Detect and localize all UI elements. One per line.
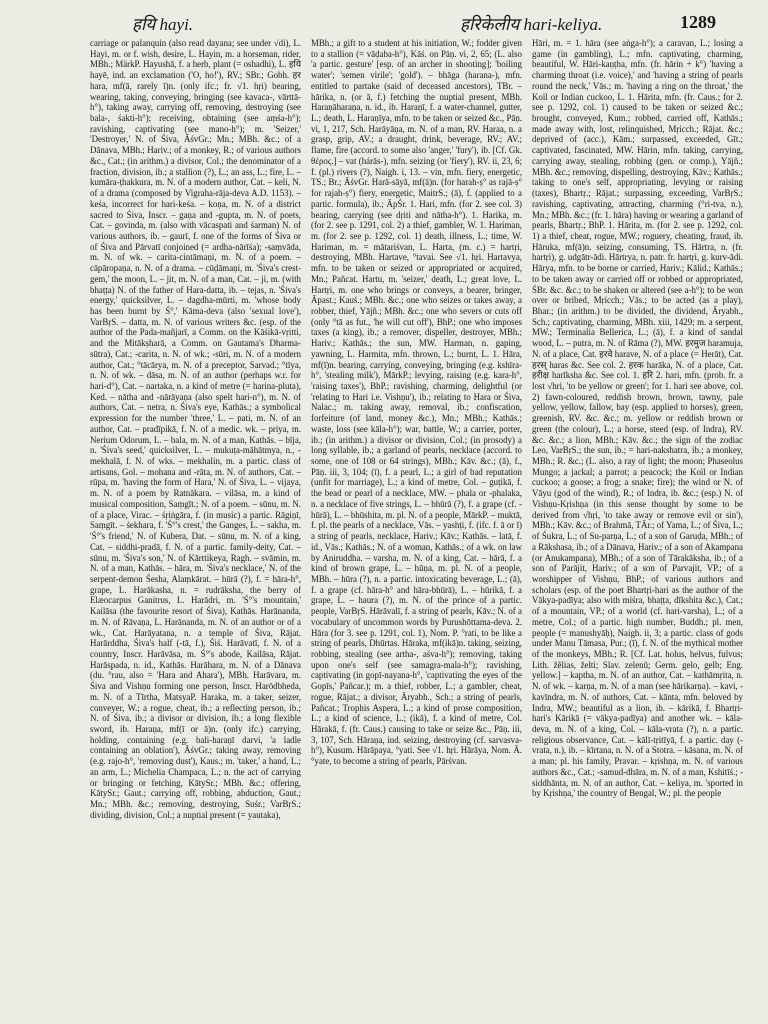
column-1 xyxy=(90,38,301,1020)
page-header xyxy=(92,12,716,36)
text-columns xyxy=(90,38,744,1020)
column-2 xyxy=(311,38,522,1020)
page-number: 1289 xyxy=(680,12,716,32)
column-3-text: Hāri, m. = 1. hāra (see aṅga-h°); a caravan, L.; losing a game (in gambling), L.; mfn. captivating, charming, beautiful, W. Hāri-kaṇṭha, mfn. (fr. hārin + k°) 'having a charming throat (i.e. voice),' and 'having a string of pearls round the neck,' Vās.; m. 'having a ring on the throat,' the Koïl or Indian cuckoo, L. 1. Hārita, mfn. (fr. Caus.; for 2. see p. 1292, col. 1) caused to be taken or seized &c.; brought, conveyed, Kum.; robbed, carried off, Kathās.; made away with, lost, relinquished, Mṛicch.; Rājat. &c.; deprived of (acc.), Kām.; surpassed, exceeded, Gīt.; captivated, fascinated, MW. Hārin, mfn. taking, carrying, carrying away, stealing, robbing (gen. or comp.), Yājñ.; MBh. &c.; removing, dispelling, destroying, Kāv.; Kathās.; taking to one's self, appropriating, levying or raising (taxes), Bhartṛ.; Rājat.; surpassing, exceeding, VarBṛS.; ravishing, captivating, attracting, charming (°ri-tva, n.), Mn.; MBh. &c.; (fr. 1. hāra) having or wearing a garland of pearls, Bhartṛ.; BhP. 1. Hārita, m. (for 2. see p. 1292, col. 1) a thief, cheat, rogue, MW.; roguery, cheating, fraud, ib. Hāruka, mf(ā)n. seizing, consuming, TS. Hārtra, n. (fr. hartṛi), g. udgātr-ādi. Hārtrya, n. patr. fr. hartṛi, g. kurv-ādi. Hārya, mfn. to be borne or carried, Hariv.; Kālid.; Kathās.; to be taken away or carried off or robbed or appropriated, ŚBr. &c. &c.; to be shaken or altered (see a-h°); to be won over or bribed, Mṛicch.; Vās.; to be acted (as a play), Bhar.; (in arithm.) to be divided, the dividend, Āryabh., Sch.; captivating, charming, MBh. xiii, 1429; m. a serpent, MW.; Terminalia Bellerica, L.; (ā), f. a kind of sandal wood, L. – putra, m. N. of Rāma (?), MW. हरमुज haramuja, N. of a place, Cat. हरवे harave, N. of a place (= Herāt), Cat. हरस् haras &c. See col. 2. हरक harāka, N. of a place, Cat. हरीक्ष harīksha &c. See col. 1. हरि 2. hari, mfn. (prob. fr. a lost √hri, 'to be yellow or green'; for 1. hari see above, col. 2) fawn-coloured, reddish brown, brown, tawny, pale yellow, yellow, fallow, bay (esp. applied to horses), green, greenish, RV. &c. &c.; m. yellow or reddish brown or green (the colour), L.; a horse, steed (esp. of Indra), RV. &c. &c.; a lion, MBh.; Kāv. &c.; the sign of the zodiac Leo, VarBṛS.; the sun, ib.; = hari-nakshatra, ib.; a monkey, MBh.; R. &c.; (L. also, a ray of light; the moon; Phaseolus Mungo; a jackal; a parrot; a peacock; the Koïl or Indian cuckoo; a goose; a frog; a snake; fire); the wind or N. of Vāyu (god of the wind), R.; of Indra, ib. &c.; (esp.) N. of Vishṇu-Kṛishṇa (in this sense thought by some to be derived from √hṛi, 'to take away or remove evil or sin'), MBh.; Kāv. &c.; of Brahmā, TĀr.; of Yama, L.; of Śiva, L.; of Śukra, L.; of Su-parṇa, L.; of a son of Garuḍa, MBh.; of a Rākshasa, ib.; of a Dānava, Hariv.; of a son of Akampana (or Anukampana), MBh.; of a son of Tārakāksha, ib.; of a son of Parājit, Hariv.; of a son of Parvajit, VP.; of a worshipper of Vishṇu, BhP.; of various authors and scholars (esp. of the poet Bhartṛi-hari as the author of the Vākya-padīya; also with miśra, bhaṭṭa, dīkshita &c.), Cat.; of a mountain, VP.; of a world (cf. hari-varsha), L.; of a metre, Col.; of a partic. high number, Buddh.; pl. men, people (= manushyāḥ), Naigh. ii, 3; a partic. class of gods under Manu Tāmasa, Pur.; (ī), f. N. of the mythical mother of the monkeys, MBh.; R. [Cf. Lat. holus, helvus, fulvus; Lith. žẽlias, želti; Slav. zelenŭ; Germ. gelo, gelb; Eng. yellow.] – kaptha, m. N. of an author, Cat. – kathāmṛita, n. N. of wk. – karṇa, m. N. of a man (see hārikarṇa). – kavi, -kavīndra, m. N. of authors, Cat. – kānta, mfn. beloved by Indra, MW.; beautiful as a lion, ib. – kārikā, f. Bhartṛi-hari's Kārikā (= vākya-padīya) and another wk. – kāla-deva, m. N. of a king, Col. – kāla-vrata (?), n. a partic. religious observance, Cat. – kālī-tṛitīyā, f. a partic. day (-vrata, n.), ib. – kīrtana, n. N. of a Stotra. – kāsana, m. N. of a man; pl. his family, Pravar. – kṛishṇa, m. N. of various authors &c., Cat.; -samud-dhāra, m. N. of a man, Kshitīś.; -siddhānta, m. N. of an author, Cat. – keliya, m. 'sported in by Kṛishṇa,' the country of Bengal, W.; pl. the people xyxy=(532,38,743,799)
header-left-headword: हयि hayi. xyxy=(132,15,194,34)
column-2-text: MBh.; a gift to a student at his initiation, W.; fodder given to a stallion (= vāḍaba-h°), Kāś. on Pāṇ. vi, 2, 65; (L. also 'a partic. gesture' [esp. of an archer in shooting]; 'boiling water'; 'semen virile'; 'gold'). – bhāga (harana-), mfn. entitled to partake (said of deceased ancestors), TBr. – hārika, n. (or ā, f.) fetching the nuptial present, MBh. Haraṇāharaṇa, n. id., ib. Haraṇī, f. a water-channel, gutter, L.; death, L. Haraṇīya, mfn. to be taken or seized &c., Pāṇ. vi, 1, 217, Sch. Harāyāṇa, m. N. of a man, RV. Haraa, n. a grasp, grip, AV.; a draught, drink, beverage, RV.; AV.; flame, fire (accord. to some also 'anger,' 'fury'), ib. [Cf. Gk. θέρος.] – vat (hárās-), mfn. seizing (or 'fiery'), RV. ii, 23, 6; f. (pl.) rivers (?), Naigh. i, 13. – vin, mfn. fiery, energetic, TS.; Br.; ĀśvGr. Harā-sāyā, mf(ā)n. (for harah-ṣ° as rajā-ṣ° for rajah-ṣ°) fiery, energetic, MaitrS.; (ā), f. (applied to a partic. formula), ib.; ĀpŚr. 1. Hari, mfn. (for 2. see col. 3) bearing, carrying (see dṛiti and nātha-h°). 1. Harika, m. (for 2. see p. 1291, col. 2) a thief, gambler, W. 1. Hariman, m. (for 2. see p. 1292, col. 1) death, illness, L.; time, W. Hariman, m. = mātariśvan, L. Harta, (m. c.) = hartṛi, destroying, MBh. Hartave, °tavai. See √1. hṛi. Hartavya, mfn. to be taken or seized or appropriated or acquired, Mn.; Pañcat. Hartu, m. 'seizer,' death, L.; great love, L. Hartṛi, m. one who brings or conveys, a bearer, bringer, Āpast.; Kauś.; MBh. &c.; one who seizes or takes away, a robber, thief, Yājñ.; MBh. &c.; one who severs or cuts off (only °tā as fut., 'he will cut off'), BhP.; one who imposes taxes (a king), ib.; a remover, dispeller, destroyer, MBh.; Hariv.; Kathās.; the sun, MW. Harman, n. gaping, yawning, L. Harmita, mfn. thrown, L.; burnt, L. 1. Hāra, mf(ī)n. bearing, carrying, conveying, bringing (e.g. kshīra-h°, 'stealing milk'), MārkP.; levying, raising (e.g. kara-h°, 'raising taxes'), BhP.; ravishing, charming, delightful (or 'relating to Hari i.e. Vishṇu'), ib.; relating to Hara or Śiva, Nalac.; m. taking away, removal, ib.; confiscation, forfeiture (of land, money &c.), Mn.; MBh.; Kathās.; waste, loss (see kāla-h°); war, battle, W.; a carrier, porter, ib.; (in arithm.) a divisor or division, Col.; (in prosody) a long syllable, ib.; a garland of pearls, necklace (accord. to some, one of 108 or 64 strings), MBh.; Kāv. &c.; (ā), f., Pāṇ. iii, 3, 104; (ī), f. a pearl, L.; a girl of bad reputation (unfit for marriage), L.; a kind of metre, Col. – guṭikā, f. the bead or pearl of a necklace, MW. – phala or -phalaka, n. a necklace of five strings, L. – bhūrā (?), f. a grape (cf. -hūrā), L. – bhūshita, m. pl. N. of a people, MārkP. – muktā, f. pl. the pearls of a necklace, Vās. – yashṭi, f. (ifc. f. ā or ī) a string of pearls, necklace, Hariv.; Kāv.; Kathās. – latā, f. id., Vās.; Kathās.; N. of a woman, Kathās.; of a wk. on law by Aniruddha. – varsha, m. N. of a king, Cat. – hārā, f. a kind of brown grape, L. – hūṇa, m. pl. N. of a people, MBh. – hūra (?), n. a partic. intoxicating beverage, L.; (ā), f. a grape (cf. hāra-h° and hāra-bhūrā), L. – hūrikā, f. a grape, L. – haura (?), m. N. of the prince of a partic. people, VarBṛS. Hārāvalī, f. a string of pearls, Kāv.; N. of a vocabulary of uncommon words by Purushōttama-deva. 2. Hāra (for 3. see p. 1291, col. 1), Nom. P. °rati, to be like a string of pearls, Dhūrtas. Hāraka, mf(ikā)n. taking, seizing, robbing, stealing (see artha-, aśva-h°); removing, taking upon one's self (see samagra-mala-h°); ravishing, captivating (in gopī-nayana-h°, 'captivating the eyes of the Gopīs,' Pañcar.); m. a thief, robber, L.; a gambler, cheat, rogue, Rājat.; a divisor, Āryabh., Sch.; a string of pearls, Pañcat.; Trophis Aspera, L.; a kind of prose composition, L.; a kind of science, L.; (ikā), f. a kind of metre, Col. Hārakā, f. (fr. Caus.) causing to take or seize &c., Pāṇ. iii, 3, 107, Sch. Hāraṇa, ind. seizing, destroying (cf. sarvasva-h°), Kusum. Hārāpaya, °yati. See √1. hṛi. Hārāya, Nom. Ā. °yate, to become a string of pearls, Pārśvan. xyxy=(311,38,522,767)
column-3 xyxy=(532,38,743,1020)
column-1-text: carriage or palanquin (also read dayana; see under √di), L. Hayi, m. or f. wish, desire, L. Hayin, m. a horseman, rider, MBh.; MärkP. Hayushā, f. a herb, plant (= oshadhi), L. हयि hayē, ind. an exclamation ('O, ho!'), RV.; SBr.; Gobh. हर hara, mf(ā, rarely ī)n. (only ifc.; fr. √1. hṛi) bearing, wearing, taking, conveying, bringing (see kavaca-, vārttā-h°), taking away, carrying off, removing, destroying (see bala-, śakti-h°); receiving, obtaining (see aṃśa-h°); ravishing, captivating (see mano-h°); m. 'Seizer,' 'Destroyer,' N. of Śiva, ĀśvGr.; Mn.; MBh. &c.; of a Dānava, MBh.; Hariv.; of a monkey, R.; of various authors &c., Cat.; (in arithm.) a divisor, Col.; the denominator of a fraction, division, ib.; a stallion (?), L.; an ass, L.; fire, L. – kumāra-ṭhakkura, m. N. of a modern author, Cat. – keli, N. of a drama (composed by Vigraha-rāja-deva A.D. 1153). – keśa, incorrect for hari-keśa. – koṇa, m. N. of a district sacred to Śiva, Inscr. – gaṇa and -gupta, m. N. of poets, Cat. – govinda, m. (also with vācaspati and śarman) N. of various authors, ib. – gaurī, f. one of the forms of Śiva or of Śiva and Pārvatī conjoined (= ardha-nārīśa); -saṃvāda, m. N. of wk. – carita-cintāmaṇi, m. N. of a poem. – cāpāropaṇa, n. N. of a drama. – cūḍāmaṇi, m. 'Śiva's crest-gem,' the moon, L. – jit, m. N. of a man, Cat. – ji, m. (with bhaṭṭa) N. of the father of Hara-datta, ib. – tejas, n. 'Śiva's energy,' quicksilver, L. – dagdha-mūrti, m. 'whose body has been burnt by Ś°,' Kāma-deva (also 'sexual love'), VarBṛS. – datta, m. N. of various writers &c. (esp. of the author of the Pada-mañjarī, a Comm. on the Kāśikā-vṛitti, and the Mitākṣharā, a Comm. on Gautama's Dharma-sūtra), Cat.; -carita, n. N. of wk.; -sūri, m. N. of a modern author, Cat.; °tācārya, m. N. of a preceptor, Sarvad.; °tīya, n. N. of wk. – dāsa, m. N. of an author (perhaps w.r. for hari-d°), Cat. – nartaka, n. a kind of metre (= harina-pluta), Ked. – nātha and -nārāyaṇa (also spelt hari-n°), m. N. of authors, Cat. – netra, n. Śiva's eye, Kathās.; a symbolical expression for the number 'three,' L. – pati, m. N. of an author, Cat. – pradīpikā, f. N. of a medic. wk. – priya, m. Nerium Odorum, L. – bala, m. N. of a man, Kathās. – bīja, n. 'Śiva's seed,' quicksilver, L. – mukuṭa-māhātmya, n., -mekhalā, f. N. of wks. – mekhalin, m. a partic. class of artisans, Gol. – mohana and -rāta, m. N. of authors, Cat. – rūpa, m. 'having the form of Hara,' N. of Śiva, L. – vijaya, m. N. of a poem by Ratnākara. – vilāsa, m. a kind of musical composition, Saṃgīt.; N. of a poem. – sūnu, m. N. of a place, Virac. – śṛiṅgāra, f. (in music) a partic. Rāgiṇī, Saṃgīt. – śekhara, f. 'Ś°'s crest,' the Ganges, L. – sakha, m. 'Ś°'s friend,' N. of Kubera, Dat. – sūnu, m. N. of a king, Cat. – siddhi-pradā, f. N. of a partic. family-deity, Cat. – sūnu, m. 'Śiva's son,' N. of Kārttikeya, Ragh. – svāmin, m. N. of a man, Kathās. – hāra, m. 'Śiva's necklace,' N. of the serpent-demon Śesha, Alaṃkārat. – hūrā (?), f. = hāra-h°, grape, L. Harākasha, n. = rudrāksha, the berry of Elæocarpus Ganitrus, L. Harādri, m. 'Ś°'s mountain,' Kailāsa (the favourite resort of Śiva), Kathās. Harānanda, m. N. of Rāvaṇa, L. Harānanda, m. N. of an author or of a wk., Cat. Harāyatana, n. a temple of Śiva, Rājat. Harārddha, Śiva's half (-tā, f.), Śiś. Harāvatī, f. N. of a country, Inscr. Harāvāsa, m. Ś°'s abode, Kailāsa, Rājat. Harāspada, n. id., Kathās. Harāhara, m. N. of a Dānava (du. °rau, also = 'Hara and Ahara'), MBh. Harāvara, m. Śiva and Vishṇu forming one person, Inscr. Harōdbheda, m. N. of a Tīrtha, MatsyaP. Haraka, m. a taker, seizer, conveyer, W.; a rogue, cheat, ib.; a reflecting person, ib.; N. of Śiva, ib.; a divisor or division, ib.; a long flexible sword, ib. Haraṇa, mf(ī or ā)n. (only ifc.) carrying, holding, containing (e.g. bali-haraṇī darvi, 'a ladle containing an oblation'), ĀśvGr.; taking away, removing (e.g. rajo-h°, 'removing dust'), Kaus.; m. 'taker,' a hand, L.; an arm, L.; Michelia Champaca, L.; n. the act of carrying or bringing or fetching, KātySr.; MBh. &c.; offering, KātySr.; Gaut.; carrying off, robbing, abduction, Gaut.; Mn.; MBh. &c.; removing, destroying, Suśr.; VarBṛS.; dividing, division, Col.; a nuptial present (= yautaka), xyxy=(90,38,301,820)
header-right-headword: हरिकेलीय hari-keliya. xyxy=(460,15,603,34)
